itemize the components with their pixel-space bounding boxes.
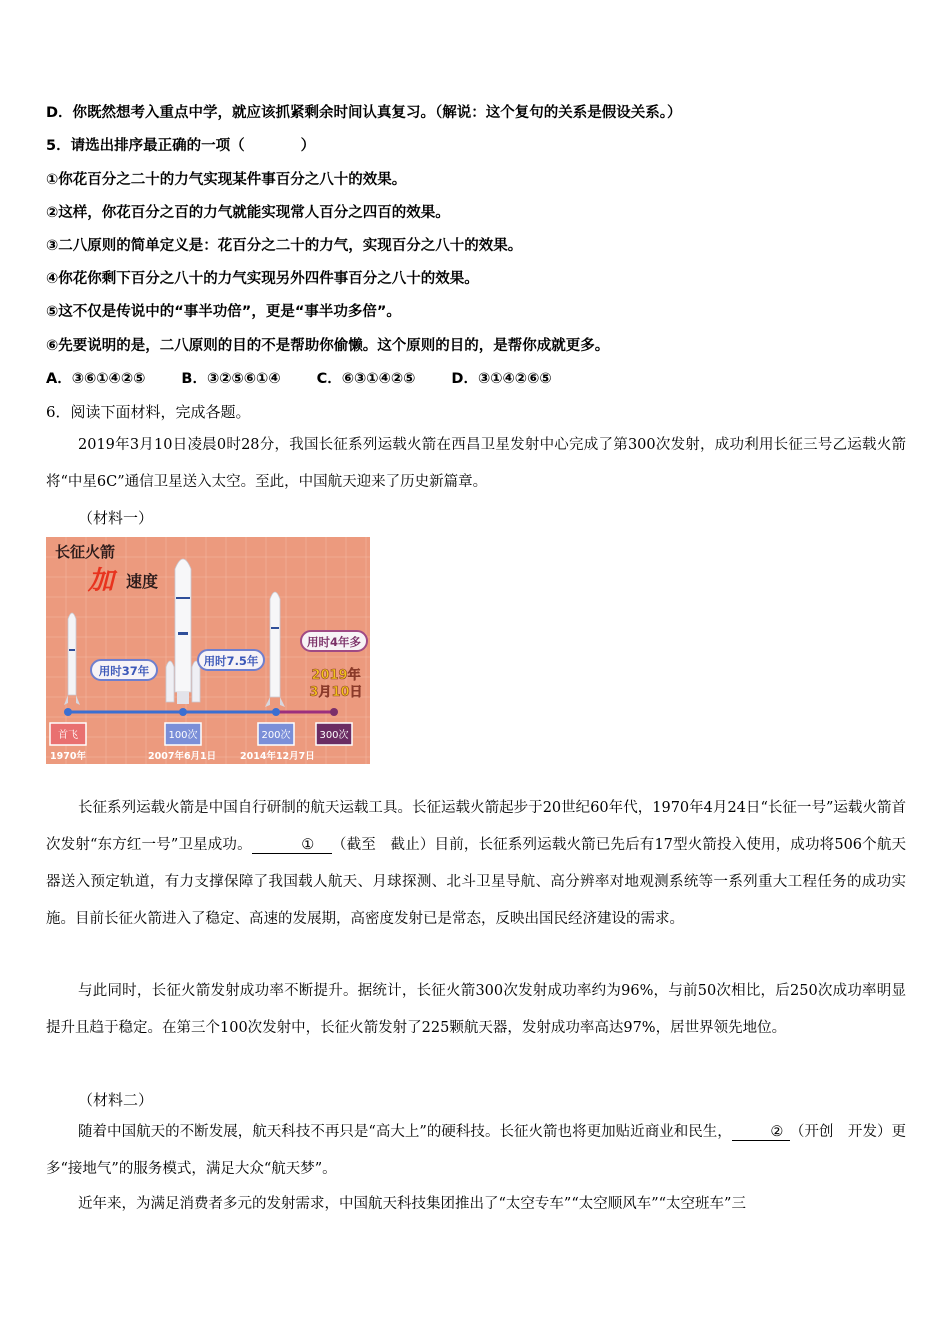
- highlight-date: 3月10日: [309, 685, 363, 700]
- material2-paragraph1: [46, 1114, 906, 1188]
- blank-1[interactable]: ①: [252, 837, 332, 854]
- timeline-dot: [330, 708, 338, 716]
- q5-item: ⑥先要说明的是，二八原则的目的不是帮助你偷懒。这个原则的目的，是帮你成就更多。: [46, 338, 610, 354]
- figure-title-rest: 速度: [126, 572, 159, 591]
- q5-options: [46, 367, 588, 388]
- paragraph3-part-a: 随着中国航天的不断发展，航天科技不再只是“高大上”的硬科技。长征火箭也将更加贴近商业和民生，: [78, 1124, 732, 1140]
- material1-label: （材料一）: [78, 509, 154, 527]
- badge-7-5-years: [198, 650, 264, 670]
- svg-text:200次: 200次: [261, 730, 291, 741]
- q5-item: ②这样，你花百分之百的力气就能实现常人百分之四百的效果。: [46, 205, 450, 221]
- q6-intro: 2019年3月10日凌晨0时28分，我国长征系列运载火箭在西昌卫星发射中心完成了第300次发射，成功利用长征三号乙运载火箭将“中星6C”通信卫星送入太空。至此，中国航天迎来了历史新篇章。: [46, 437, 906, 490]
- milestone-first-flight: [50, 723, 86, 745]
- q5-item: ⑤这不仅是传说中的“事半功倍”，更是“事半功多倍”。: [46, 304, 401, 320]
- timeline-dot: [272, 708, 280, 716]
- material1-paragraph1: [46, 790, 906, 938]
- q5-item: ③二八原则的简单定义是：花百分之二十的力气，实现百分之八十的效果。: [46, 238, 523, 254]
- option-b[interactable]: B．③②⑤⑥①④: [181, 371, 281, 387]
- option-d[interactable]: D．③①④②⑥⑤: [451, 371, 552, 387]
- paragraph1-part-b: （截至 截止）目前，长征系列运载火箭已先后有17型火箭投入使用，成功将506个航天器送入预定轨道，有力支撑保障了我国载人航天、月球探测、北斗卫星导航、高分辨率对地观测系统等一系列重大工程任务的成功实施。目前长征火箭进入了稳定、高速的发展期，高密度发射已是常态，反映出国民经济建设的需求。: [46, 837, 907, 927]
- q5-stem: [46, 134, 315, 155]
- timeline-dot: [179, 708, 187, 716]
- q4-option-d: D．你既然想考入重点中学，就应该抓紧剩余时间认真复习。（解说：这个复句的关系是假设关系。）: [46, 105, 682, 121]
- blank-2[interactable]: ②: [732, 1124, 790, 1141]
- date-2007: 2007年6月1日: [148, 751, 217, 762]
- material2-paragraph2: 近年来，为满足消费者多元的发射需求，中国航天科技集团推出了“太空专车”“太空顺风车”“太空班车”三: [78, 1196, 746, 1212]
- svg-text:300次: 300次: [319, 730, 349, 741]
- figure-title-jia: 加: [88, 566, 115, 596]
- figure-title: 长征火箭: [55, 543, 116, 561]
- q5-stem-prefix: 5．请选出排序最正确的一项（: [46, 138, 245, 154]
- q5-stem-suffix: ）: [300, 138, 316, 154]
- highlight-year: 2019年: [311, 668, 361, 683]
- svg-text:100次: 100次: [168, 730, 198, 741]
- material1-paragraph2: 与此同时，长征火箭发射成功率不断提升。据统计，长征火箭300次发射成功率约为96%，与前50次相比，后250次成功率明显提升且趋于稳定。在第三个100次发射中，长征火箭发射了225颗航天器，发射成功率高达97%，居世界领先地位。: [46, 983, 906, 1036]
- rocket-speed-figure: [46, 537, 370, 764]
- svg-text:首飞: 首飞: [58, 730, 78, 741]
- milestone-100: [165, 723, 201, 745]
- paragraph3-part-b: （开创 开发）更多“接地气”的服务模式，满足大众“航天梦”。: [46, 1124, 907, 1177]
- svg-text:用时37年: 用时37年: [98, 664, 150, 678]
- badge-37-years: [91, 660, 157, 680]
- q5-item: ①你花百分之二十的力气实现某件事百分之八十的效果。: [46, 172, 407, 188]
- date-1970: 1970年: [50, 751, 86, 762]
- paragraph1-part-a: 长征系列运载火箭是中国自行研制的航天运载工具。长征运载火箭起步于20世纪60年代，1970年4月24日“长征一号”运载火箭首次发射“东方红一号”卫星成功。: [46, 800, 906, 853]
- milestone-300: [316, 723, 352, 745]
- svg-text:用时7.5年: 用时7.5年: [203, 654, 259, 668]
- q5-item: ④你花你剩下百分之八十的力气实现另外四件事百分之八十的效果。: [46, 271, 479, 287]
- q6-stem: 6．阅读下面材料，完成各题。: [46, 403, 251, 421]
- badge-4-years: [301, 631, 367, 651]
- svg-text:用时4年多: 用时4年多: [306, 635, 362, 649]
- date-2014: 2014年12月7日: [240, 751, 315, 762]
- material2-label: （材料二）: [78, 1091, 154, 1109]
- timeline-dot: [64, 708, 72, 716]
- option-c[interactable]: C．⑥③①④②⑤: [316, 371, 416, 387]
- option-a[interactable]: A．③⑥①④②⑤: [46, 371, 146, 387]
- milestone-200: [258, 723, 294, 745]
